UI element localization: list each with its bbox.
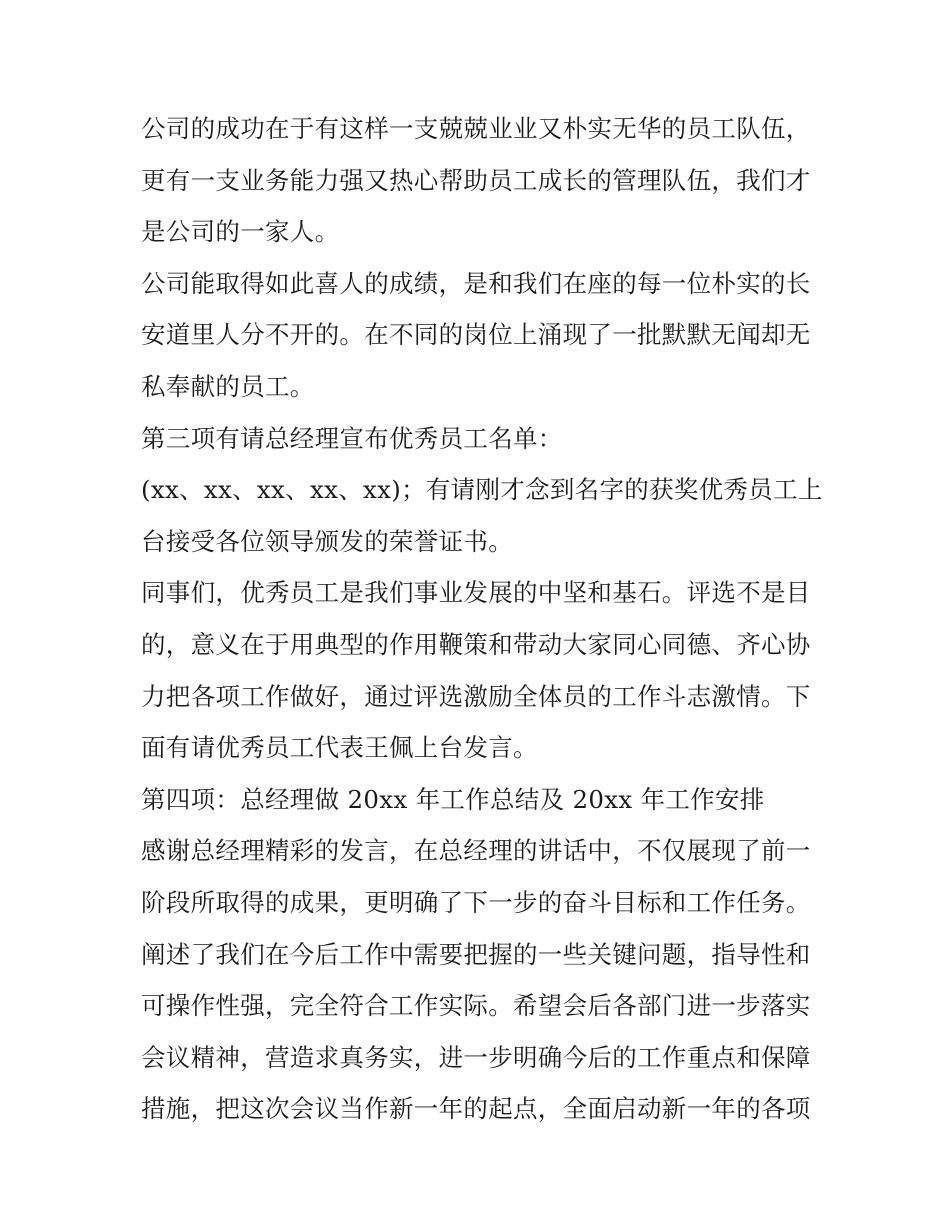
text-line: 会议精神，营造求真务实，进一步明确今后的工作重点和保障 — [141, 1042, 811, 1072]
text-line: 公司能取得如此喜人的成绩，是和我们在座的每一位朴实的长 — [141, 268, 811, 298]
text-line: 公司的成功在于有这样一支兢兢业业又朴实无华的员工队伍， — [141, 114, 811, 143]
text-line: 措施，把这次会议当作新一年的起点，全面启动新一年的各项 — [141, 1094, 811, 1124]
text-line: 第四项：总经理做 20xx 年工作总结及 20xx 年工作安排 — [141, 784, 765, 814]
text-line: 安道里人分不开的。在不同的岗位上涌现了一批默默无闻却无 — [141, 320, 811, 350]
text-line: 同事们，优秀员工是我们事业发展的中坚和基石。评选不是目 — [141, 578, 811, 608]
text-line: 更有一支业务能力强又热心帮助员工成长的管理队伍，我们才 — [141, 165, 811, 195]
text-line: 感谢总经理精彩的发言，在总经理的讲话中，不仅展现了前一 — [141, 836, 811, 866]
text-line: 面有请优秀员工代表王佩上台发言。 — [141, 733, 538, 763]
text-line: 第三项有请总经理宣布优秀员工名单： — [141, 423, 563, 453]
text-line: 力把各项工作做好，通过评选激励全体员的工作斗志激情。下 — [141, 681, 811, 711]
text-line: 是公司的一家人。 — [141, 217, 340, 247]
text-line: 私奉献的员工。 — [141, 371, 315, 401]
text-line: 的，意义在于用典型的作用鞭策和带动大家同心同德、齐心协 — [141, 629, 811, 659]
text-line: 台接受各位领导颁发的荣誉证书。 — [141, 526, 513, 556]
text-line: 可操作性强，完全符合工作实际。希望会后各部门进一步落实 — [141, 991, 811, 1021]
text-line: 阶段所取得的成果，更明确了下一步的奋斗目标和工作任务。 — [141, 887, 811, 917]
body-text — [141, 103, 823, 1135]
text-line: 阐述了我们在今后工作中需要把握的一些关键问题，指导性和 — [141, 939, 811, 969]
text-line: (xx、xx、xx、xx、xx)；有请刚才念到名字的获奖优秀员工上 — [141, 475, 823, 505]
